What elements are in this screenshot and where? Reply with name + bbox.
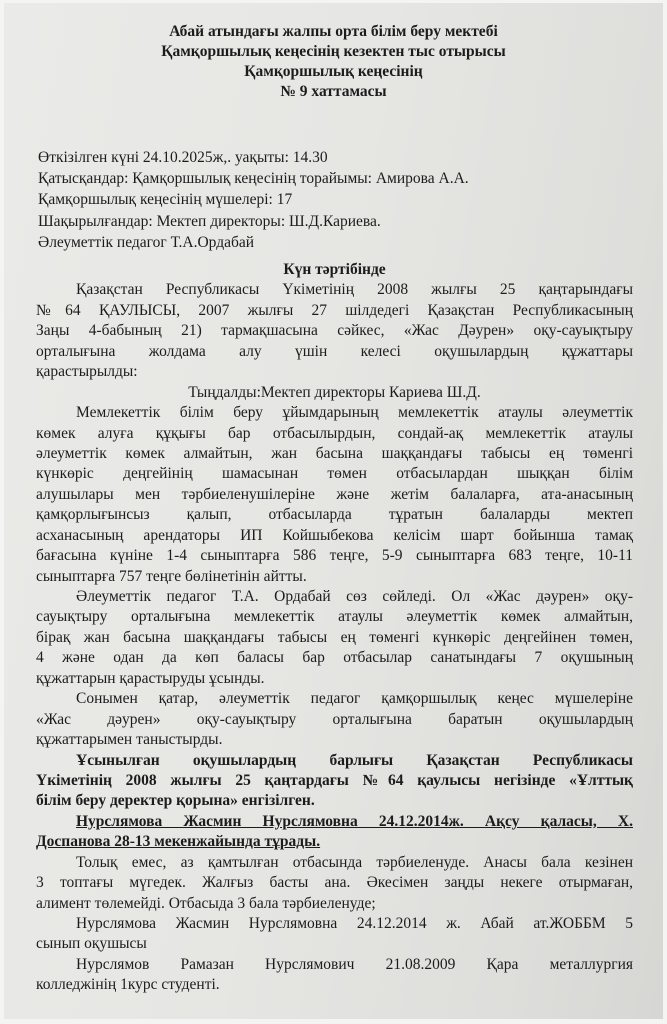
council-members: Қамқоршылық кеңесінің мүшелері: 17 [38, 191, 293, 209]
line-text: Нурслямова Жасмин Нурслямовна 24.12.2014ж. Ақсу қаласы, Х. [76, 812, 633, 830]
text-line [36, 485, 633, 505]
line-text: 4 және одан да көп баласы бар отбасылар санатындағы 7 оқушының [36, 649, 633, 667]
text-line [36, 403, 633, 423]
text-line [36, 710, 633, 730]
text-line [36, 546, 633, 566]
paragraph [36, 853, 633, 914]
line-text: Қазақстан Республикасы Үкіметінің 2008 жылғы 25 қаңтарындағы [76, 281, 633, 299]
line-text: сынып оқушысы [36, 935, 147, 953]
line-text: Сонымен қатар, әлеуметтік педагог қамқоршылық кеңес мүшелеріне [76, 690, 633, 708]
paragraph [36, 689, 633, 750]
line-text: қарастырылды: [36, 363, 138, 381]
meeting-title: Қамқоршылық кеңесінің кезектен тыс отырысы [161, 43, 506, 60]
line-text: сауықтыру орталығына мемлекеттік атаулы әлеуметтік көмек алмайтын, [36, 608, 633, 626]
text-line [36, 280, 633, 300]
document-header [4, 22, 663, 102]
council-title: Қамқоршылық кеңесінің [244, 63, 423, 80]
document-body [36, 260, 633, 996]
text-line [36, 791, 633, 811]
line-text: көмек алуға құқығы бар отбасылырдын, сондай-ақ мемлекеттік атаулы [36, 424, 633, 442]
meeting-info [38, 147, 469, 253]
protocol-number: № 9 хаттамасы [280, 83, 387, 100]
text-line [36, 587, 633, 607]
paragraph [36, 812, 633, 853]
line-text: Ұсынылған оқушылардың барлығы Қазақстан Республикасы [76, 751, 633, 769]
line-text: Үкіметінің 2008 жылғы 25 қаңтардағы №64 қаулысы негізінде «Ұлттық [36, 771, 633, 789]
line-text: Әлеуметтік педагог Т.А. Ордабай сөз сөйледі. Ол «Жас дәурен» оқу- [76, 588, 633, 605]
line-text: құжаттарымен таныстырды. [36, 731, 223, 749]
line-text: Толық емес, аз қамтылған отбасында тәрбиеленуде. Анасы бала кезінен [76, 853, 633, 871]
paragraph [36, 914, 633, 955]
line-text: күнкөріс деңгейінің шамасынан төмен отбасылардан шыққан білім [36, 465, 633, 483]
text-line [36, 321, 633, 341]
line-text: бірақ жан басына шаққандағы табысы ең төменгі күнкөріс деңгейінен төмен, [36, 628, 633, 646]
line-text: Мемлекеттік білім беру ұйымдарының мемлекеттік атаулы әлеуметтік [76, 404, 633, 422]
line-text: сыныптарға 757 теңге бөлінетінін айтты. [36, 567, 307, 585]
text-line [36, 260, 633, 280]
text-line [36, 934, 633, 954]
text-line [36, 383, 633, 403]
paragraph [36, 587, 633, 689]
line-text: Доспанова 28-13 мекенжайында тұрады. [36, 833, 321, 851]
line-text: қамқорлығынсыз қалып, отбасыларда тұратын балаларды мектеп [36, 506, 633, 524]
text-line [36, 873, 633, 893]
meeting-date: Өткізілген күні 24.10.2025ж,. уақыты: 14.30 [38, 149, 328, 166]
line-text: «Жас дәурен» оқу-сауықтыру орталығына баратын оқушылардың [36, 710, 633, 728]
text-line [36, 914, 633, 934]
text-line [36, 444, 633, 464]
line-text: алушылары мен тәрбиеленушілеріне және жетім балаларға, ата-анасының [36, 485, 633, 503]
text-line [36, 689, 633, 709]
text-line [36, 771, 633, 791]
line-text: алимент төлемейді. Отбасыда 3 бала тәрбиеленуде; [36, 894, 376, 912]
text-line [36, 751, 633, 771]
text-line [36, 505, 633, 525]
line-text: Күн тәртібінде [283, 261, 386, 278]
line-text: Нурслямов Рамазан Нурслямович 21.08.2009 Қара металлургия [76, 955, 633, 973]
text-line [36, 567, 633, 587]
text-line [36, 301, 633, 321]
text-line [36, 362, 633, 382]
text-line [36, 628, 633, 648]
text-line [36, 424, 633, 444]
meeting-chair: Қатысқандар: Қамқоршылық кеңесінің торайымы: Амирова А.А. [38, 170, 469, 188]
line-text: әлеуметтік көмек алмайтын, жан басына шаққандағы табысы ең төменгі [36, 444, 633, 462]
text-line [36, 607, 633, 627]
line-text: Тыңдалды:Мектеп директоры Кариева Ш.Д. [188, 383, 481, 401]
heard-line [36, 383, 633, 403]
line-text: құжаттарын қарастыруды ұсынды. [36, 669, 265, 687]
line-text: білім беру деректер қорына» енгізілген. [36, 792, 315, 810]
social-pedagogue: Әлеуметтік педагог Т.А.Ордабай [38, 233, 255, 251]
paragraph [36, 955, 633, 996]
line-text: Нурслямова Жасмин Нурслямовна 24.12.2014 ж. Абай ат.ЖОББМ 5 [76, 915, 633, 932]
text-line [36, 894, 633, 914]
paragraph [36, 280, 633, 382]
line-text: асханасының арендаторы ИП Койшыбекова келісім шарт бойынша тамақ [36, 526, 633, 544]
text-line [36, 812, 633, 832]
document-page [4, 3, 663, 1019]
line-text: Заңы 4-бабының 21) тармақшасына сәйкес, «Жас Дәурен» оқу-сауықтыру [36, 322, 633, 340]
text-line [36, 669, 633, 689]
text-line [36, 832, 633, 852]
line-text: бағасына күніне 1-4 сыныптарға 586 теңге, 5-9 сыныптарға 683 теңге, 10-11 [36, 547, 633, 565]
line-text: орталығына жолдама алу үшін келесі оқушылардың құжаттары [36, 342, 633, 360]
paragraph [36, 403, 633, 587]
line-text: №64 ҚАУЛЫСЫ, 2007 жылғы 27 шілдедегі Қазақстан Республикасының [36, 301, 633, 319]
text-line [36, 955, 633, 975]
agenda-heading [36, 260, 633, 280]
line-text: колледжінің 1курс студенті. [36, 976, 220, 994]
text-line [36, 342, 633, 362]
paragraph [36, 751, 633, 812]
text-line [36, 464, 633, 484]
line-text: 3 топтағы мүгедек. Жалғыз басты ана. Әкесімен заңды некеге отырмаған, [36, 874, 633, 892]
text-line [36, 526, 633, 546]
text-line [36, 730, 633, 750]
text-line [36, 975, 633, 995]
text-line [36, 648, 633, 668]
school-name: Абай атындағы жалпы орта білім беру мектебі [169, 23, 498, 40]
invited-guests: Шақырылғандар: Мектеп директоры: Ш.Д.Кариева. [38, 212, 381, 230]
text-line [36, 853, 633, 873]
